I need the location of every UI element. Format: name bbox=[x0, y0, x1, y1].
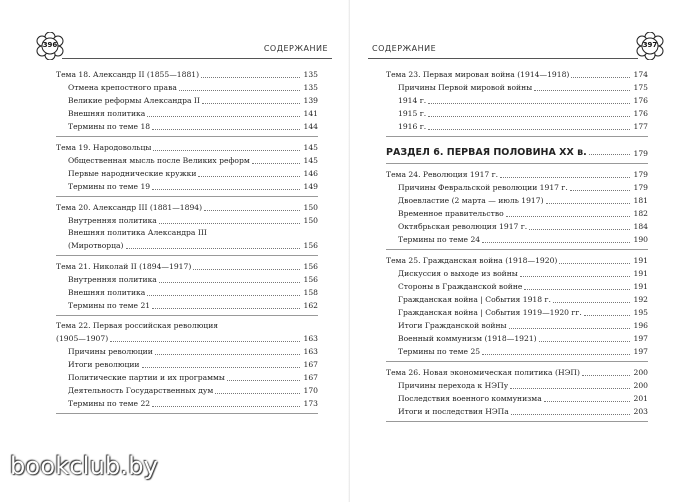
entry-page: 197 bbox=[633, 347, 648, 356]
toc-subentry bbox=[56, 286, 318, 299]
header-rule bbox=[62, 58, 332, 59]
dot-leader bbox=[506, 216, 630, 217]
page-number: 396 bbox=[42, 41, 58, 49]
entry-page: 190 bbox=[633, 235, 648, 244]
toc-subentry bbox=[56, 299, 318, 312]
entry-page: 167 bbox=[303, 360, 318, 369]
toc-topic-entry bbox=[56, 68, 318, 81]
entry-page: 176 bbox=[633, 109, 648, 118]
entry-page: 201 bbox=[633, 394, 648, 403]
toc-subentry bbox=[386, 319, 648, 332]
entry-title-line1: Тема 22. Первая российская революция bbox=[56, 321, 219, 330]
entry-title: Внутренняя политика bbox=[68, 216, 157, 225]
entry-title: Отмена крепостного права bbox=[68, 83, 177, 92]
dot-leader bbox=[539, 341, 630, 342]
dot-leader bbox=[147, 116, 300, 117]
entry-title: Дискуссия о выходе из войны bbox=[398, 269, 518, 278]
dot-leader bbox=[534, 90, 630, 91]
entry-title-line1: Внешняя политика Александра III bbox=[68, 228, 207, 237]
section-heading bbox=[386, 137, 648, 164]
entry-page: 200 bbox=[633, 368, 648, 377]
entry-title: Деятельность Государственных дум bbox=[68, 386, 214, 395]
entry-title-line2: (1905—1907) bbox=[56, 334, 109, 343]
toc-subentry bbox=[386, 81, 648, 94]
toc-subentry bbox=[386, 332, 648, 345]
entry-title: Итоги революции bbox=[68, 360, 140, 369]
table-of-contents bbox=[56, 64, 318, 414]
entry-page: 156 bbox=[303, 241, 318, 250]
toc-topic-entry bbox=[56, 320, 318, 345]
dot-leader bbox=[152, 189, 300, 190]
entry-page: 179 bbox=[633, 170, 648, 179]
dot-leader bbox=[153, 150, 300, 151]
toc-topic-entry bbox=[386, 68, 648, 81]
toc-topic-entry bbox=[56, 201, 318, 214]
toc-subentry bbox=[56, 214, 318, 227]
entry-page: 146 bbox=[303, 169, 318, 178]
entry-title: Тема 24. Революция 1917 г. bbox=[386, 170, 499, 179]
section-page: 179 bbox=[633, 149, 648, 158]
dot-leader bbox=[193, 269, 300, 270]
entry-page: 196 bbox=[633, 321, 648, 330]
entry-title: Тема 23. Первая мировая война (1914—1918) bbox=[386, 70, 570, 79]
entry-title: Политические партии и их программы bbox=[68, 373, 225, 382]
dot-leader bbox=[500, 177, 630, 178]
toc-subentry bbox=[56, 81, 318, 94]
dot-leader bbox=[428, 116, 630, 117]
entry-title: Первые народнические кружки bbox=[68, 169, 197, 178]
entry-page: 158 bbox=[303, 288, 318, 297]
dot-leader bbox=[159, 282, 300, 283]
entry-page: 191 bbox=[633, 256, 648, 265]
toc-subentry bbox=[56, 371, 318, 384]
entry-title: Тема 26. Новая экономическая политика (НЭП) bbox=[386, 368, 580, 377]
entry-page: 176 bbox=[633, 96, 648, 105]
dot-leader bbox=[204, 210, 300, 211]
toc-subentry bbox=[56, 167, 318, 180]
dot-leader bbox=[142, 367, 301, 368]
watermark-text: bookclub.by bbox=[10, 452, 159, 480]
entry-page: 167 bbox=[303, 373, 318, 382]
entry-title: Общественная мысль после Великих реформ bbox=[68, 156, 250, 165]
toc-subentry bbox=[56, 397, 318, 410]
toc-topic-block bbox=[386, 164, 648, 250]
toc-topic-entry bbox=[56, 260, 318, 273]
entry-page: 200 bbox=[633, 381, 648, 390]
toc-subentry bbox=[386, 120, 648, 133]
dot-leader bbox=[529, 229, 630, 230]
entry-title: Итоги и последствия НЭПа bbox=[398, 407, 509, 416]
dot-leader bbox=[110, 341, 300, 342]
entry-title: Причины Февральской революции 1917 г. bbox=[398, 183, 568, 192]
entry-title: Стороны в Гражданской войне bbox=[398, 282, 523, 291]
dot-leader bbox=[179, 90, 300, 91]
entry-title: Гражданская война | События 1919—1920 гг. bbox=[398, 308, 582, 317]
page-number-badge bbox=[636, 32, 664, 60]
dot-leader bbox=[198, 176, 300, 177]
entry-title: Внутренняя политика bbox=[68, 275, 157, 284]
toc-topic-entry bbox=[386, 366, 648, 379]
entry-page: 135 bbox=[303, 83, 318, 92]
page-number-badge bbox=[36, 32, 64, 60]
entry-page: 179 bbox=[633, 183, 648, 192]
header-rule bbox=[368, 58, 638, 59]
entry-title: Термины по теме 19 bbox=[68, 182, 151, 191]
entry-title: Тема 18. Александр II (1855—1881) bbox=[56, 70, 200, 79]
toc-topic-entry bbox=[386, 254, 648, 267]
page-number: 397 bbox=[642, 41, 658, 49]
toc-subentry bbox=[386, 345, 648, 358]
table-of-contents bbox=[386, 64, 648, 422]
toc-subentry bbox=[386, 405, 648, 418]
dot-leader bbox=[520, 276, 630, 277]
entry-page: 163 bbox=[303, 347, 318, 356]
dot-leader bbox=[571, 77, 630, 78]
entry-page: 181 bbox=[633, 196, 648, 205]
entry-page: 182 bbox=[633, 209, 648, 218]
toc-topic-block bbox=[386, 250, 648, 362]
entry-page: 184 bbox=[633, 222, 648, 231]
entry-title: Тема 19. Народовольцы bbox=[56, 143, 152, 152]
toc-subentry bbox=[386, 379, 648, 392]
entry-title: Двоевластие (2 марта — июль 1917) bbox=[398, 196, 544, 205]
entry-title: Временное правительство bbox=[398, 209, 504, 218]
toc-subentry bbox=[386, 306, 648, 319]
entry-page: 192 bbox=[633, 295, 648, 304]
entry-page: 174 bbox=[633, 70, 648, 79]
dot-leader bbox=[584, 315, 630, 316]
dot-leader bbox=[509, 328, 630, 329]
entry-page: 156 bbox=[303, 275, 318, 284]
running-header: СОДЕРЖАНИЕ bbox=[372, 44, 437, 53]
entry-page: 197 bbox=[633, 334, 648, 343]
entry-page: 170 bbox=[303, 386, 318, 395]
entry-title: Великие реформы Александра II bbox=[68, 96, 200, 105]
entry-page: 144 bbox=[303, 122, 318, 131]
entry-title: Причины перехода к НЭПу bbox=[398, 381, 509, 390]
toc-topic-block bbox=[56, 64, 318, 137]
dot-leader bbox=[159, 223, 300, 224]
entry-page: 156 bbox=[303, 262, 318, 271]
dot-leader bbox=[201, 77, 300, 78]
dot-leader bbox=[546, 203, 630, 204]
dot-leader bbox=[510, 388, 630, 389]
entry-title: Термины по теме 18 bbox=[68, 122, 151, 131]
toc-subentry bbox=[56, 120, 318, 133]
toc-subentry bbox=[56, 358, 318, 371]
toc-subentry bbox=[386, 280, 648, 293]
dot-leader bbox=[227, 380, 300, 381]
toc-topic-block bbox=[386, 64, 648, 137]
entry-page: 177 bbox=[633, 122, 648, 131]
toc-topic-block bbox=[56, 137, 318, 197]
toc-topic-block bbox=[56, 256, 318, 316]
toc-subentry bbox=[386, 181, 648, 194]
toc-subentry bbox=[386, 293, 648, 306]
entry-title: Гражданская война | События 1918 г. bbox=[398, 295, 551, 304]
toc-topic-block bbox=[386, 362, 648, 422]
dot-leader bbox=[202, 103, 300, 104]
dot-leader bbox=[147, 295, 300, 296]
entry-page: 139 bbox=[303, 96, 318, 105]
entry-title: Внешняя политика bbox=[68, 109, 146, 118]
entry-page: 149 bbox=[303, 182, 318, 191]
toc-subentry bbox=[56, 154, 318, 167]
toc-subentry bbox=[56, 384, 318, 397]
dot-leader bbox=[511, 414, 630, 415]
entry-page: 150 bbox=[303, 203, 318, 212]
toc-subentry bbox=[56, 227, 318, 252]
toc-subentry bbox=[386, 233, 648, 246]
toc-subentry bbox=[386, 94, 648, 107]
dot-leader bbox=[152, 129, 300, 130]
entry-page: 191 bbox=[633, 269, 648, 278]
entry-page: 203 bbox=[633, 407, 648, 416]
dot-leader bbox=[559, 263, 630, 264]
toc-topic-entry bbox=[386, 168, 648, 181]
toc-subentry bbox=[386, 194, 648, 207]
entry-page: 175 bbox=[633, 83, 648, 92]
toc-subentry bbox=[56, 94, 318, 107]
entry-title: Октябрьская революция 1917 г. bbox=[398, 222, 528, 231]
entry-title: Термины по теме 22 bbox=[68, 399, 151, 408]
entry-page: 135 bbox=[303, 70, 318, 79]
toc-subentry bbox=[56, 345, 318, 358]
entry-title: Термины по теме 21 bbox=[68, 301, 151, 310]
entry-title: Тема 20. Александр III (1881—1894) bbox=[56, 203, 203, 212]
dot-leader bbox=[482, 354, 630, 355]
entry-page: 162 bbox=[303, 301, 318, 310]
dot-leader bbox=[152, 308, 300, 309]
dot-leader bbox=[252, 163, 300, 164]
dot-leader bbox=[215, 393, 300, 394]
entry-page: 195 bbox=[633, 308, 648, 317]
entry-title: Термины по теме 25 bbox=[398, 347, 481, 356]
dot-leader bbox=[582, 375, 630, 376]
toc-subentry bbox=[386, 220, 648, 233]
entry-page: 150 bbox=[303, 216, 318, 225]
entry-page: 173 bbox=[303, 399, 318, 408]
dot-leader bbox=[152, 406, 300, 407]
toc-subentry bbox=[386, 392, 648, 405]
dot-leader bbox=[126, 248, 300, 249]
dot-leader bbox=[428, 103, 630, 104]
entry-title: Внешняя политика bbox=[68, 288, 146, 297]
entry-title: 1916 г. bbox=[398, 122, 427, 131]
entry-title: Итоги Гражданской войны bbox=[398, 321, 507, 330]
dot-leader bbox=[570, 190, 630, 191]
dot-leader bbox=[544, 401, 630, 402]
entry-page: 145 bbox=[303, 156, 318, 165]
dot-leader bbox=[428, 129, 630, 130]
toc-topic-block bbox=[56, 197, 318, 256]
dot-leader bbox=[155, 354, 300, 355]
running-header: СОДЕРЖАНИЕ bbox=[263, 44, 328, 53]
toc-subentry bbox=[386, 207, 648, 220]
toc-subentry bbox=[56, 273, 318, 286]
entry-title: Последствия военного коммунизма bbox=[398, 394, 542, 403]
entry-title: Причины революции bbox=[68, 347, 153, 356]
dot-leader bbox=[524, 289, 630, 290]
right-page bbox=[350, 0, 700, 502]
entry-title-line2: (Миротворца) bbox=[68, 241, 124, 250]
entry-page: 141 bbox=[303, 109, 318, 118]
toc-subentry bbox=[56, 180, 318, 193]
dot-leader bbox=[482, 242, 630, 243]
entry-title: 1915 г. bbox=[398, 109, 427, 118]
toc-subentry bbox=[56, 107, 318, 120]
entry-title: 1914 г. bbox=[398, 96, 427, 105]
toc-topic-entry bbox=[56, 141, 318, 154]
entry-page: 145 bbox=[303, 143, 318, 152]
toc-topic-block bbox=[56, 316, 318, 414]
toc-subentry bbox=[386, 107, 648, 120]
dot-leader bbox=[553, 302, 630, 303]
entry-title: Тема 25. Гражданская война (1918—1920) bbox=[386, 256, 558, 265]
entry-page: 191 bbox=[633, 282, 648, 291]
toc-subentry bbox=[386, 267, 648, 280]
entry-page: 163 bbox=[303, 334, 318, 343]
entry-title: Военный коммунизм (1918—1921) bbox=[398, 334, 537, 343]
entry-title: Причины Первой мировой войны bbox=[398, 83, 533, 92]
entry-title: Термины по теме 24 bbox=[398, 235, 481, 244]
entry-title: Тема 21. Николай II (1894—1917) bbox=[56, 262, 192, 271]
section-title: РАЗДЕЛ 6. ПЕРВАЯ ПОЛОВИНА XX в. bbox=[386, 147, 587, 158]
